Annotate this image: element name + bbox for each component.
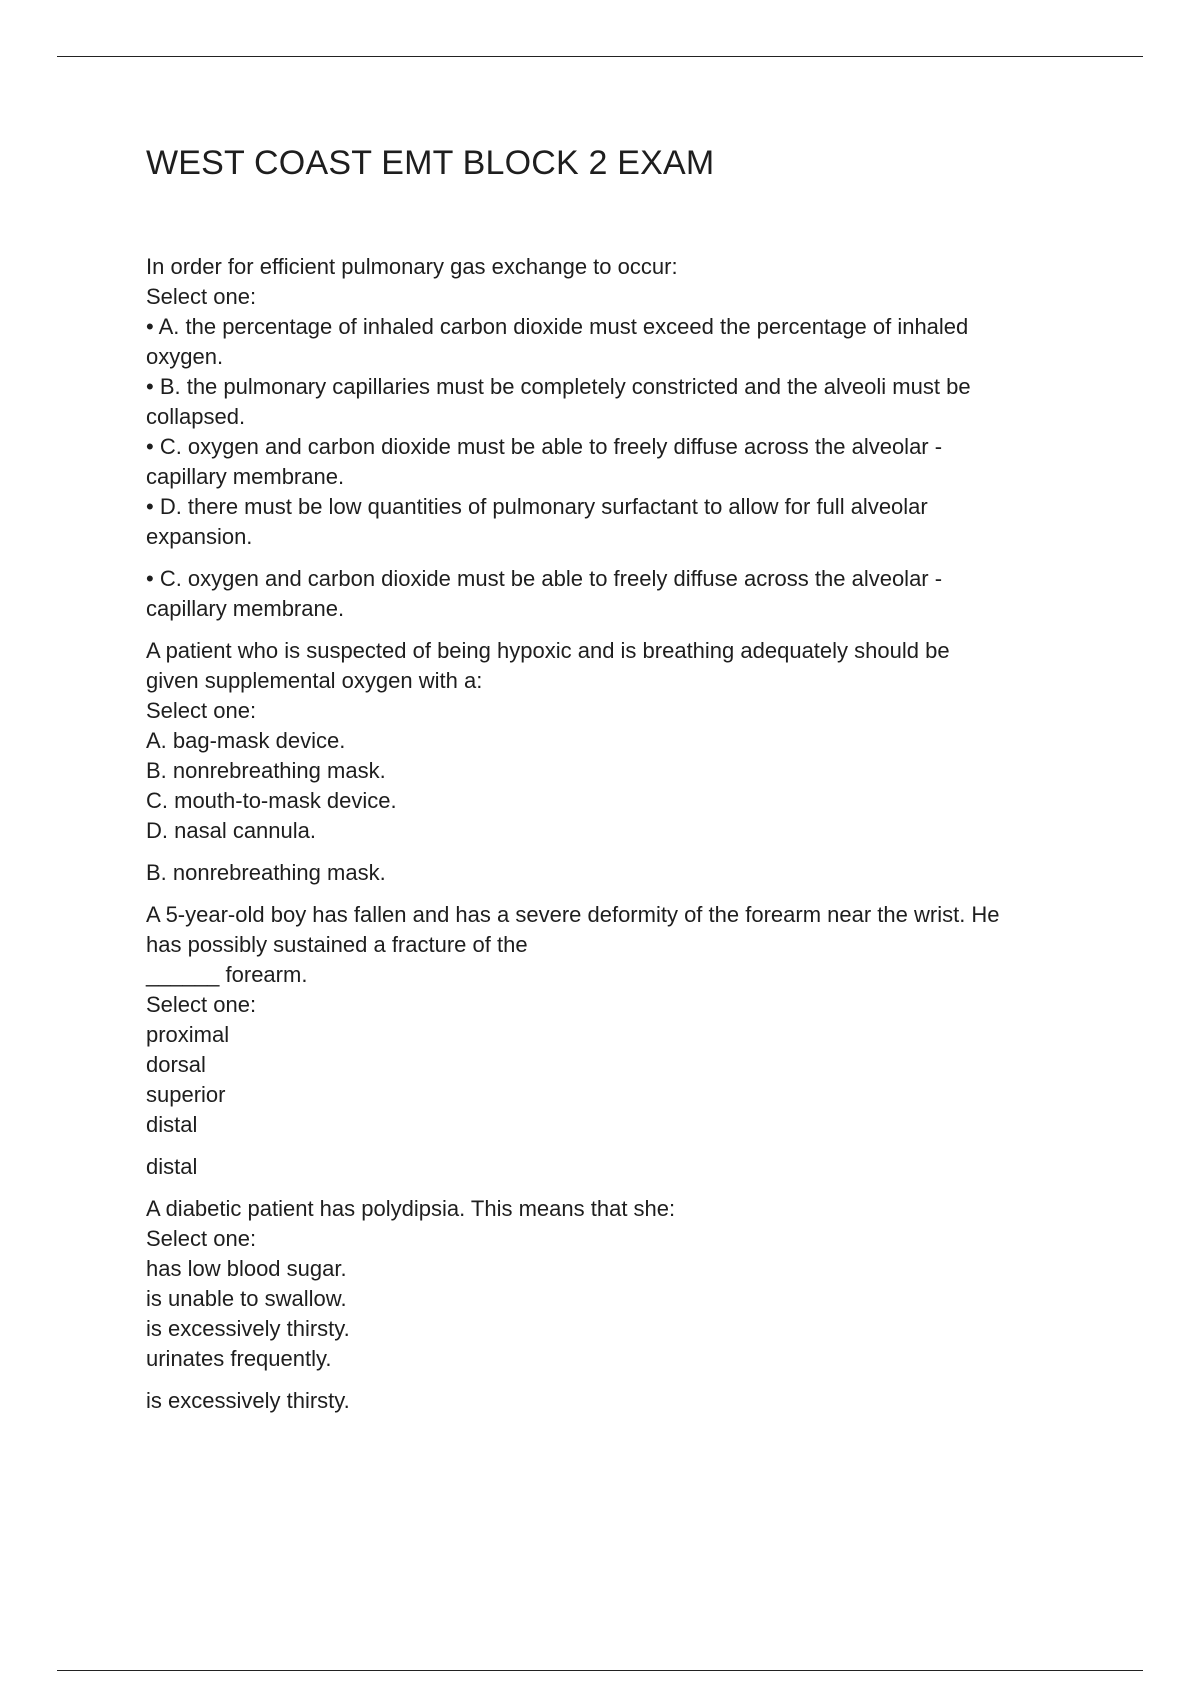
- correct-answer-text: • C. oxygen and carbon dioxide must be able to freely diffuse across the alveolar -: [146, 566, 943, 591]
- select-one-label: Select one:: [146, 284, 257, 309]
- question-block: [146, 900, 1106, 1182]
- correct-answer-text: is excessively thirsty.: [146, 1388, 350, 1413]
- question: [146, 900, 1106, 1140]
- correct-answer: [146, 564, 1106, 624]
- question-prompt: In order for efficient pulmonary gas exchange to occur:: [146, 254, 678, 279]
- answer-option: is unable to swallow.: [146, 1286, 347, 1311]
- select-one-label: Select one:: [146, 698, 257, 723]
- question-prompt: has possibly sustained a fracture of the: [146, 932, 528, 957]
- answer-option: is excessively thirsty.: [146, 1316, 350, 1341]
- answer-option: has low blood sugar.: [146, 1256, 347, 1281]
- select-one-label: Select one:: [146, 992, 257, 1017]
- correct-answer: [146, 1152, 1106, 1182]
- question: [146, 636, 1106, 846]
- question-block: [146, 636, 1106, 888]
- document-body: [146, 140, 1106, 1416]
- answer-option: collapsed.: [146, 404, 246, 429]
- answer-option: A. bag-mask device.: [146, 728, 346, 753]
- question-prompt: A patient who is suspected of being hypoxic and is breathing adequately should be: [146, 638, 950, 663]
- question: [146, 1194, 1106, 1374]
- answer-option: urinates frequently.: [146, 1346, 332, 1371]
- correct-answer-text: distal: [146, 1154, 198, 1179]
- answer-option: oxygen.: [146, 344, 224, 369]
- top-rule: [57, 56, 1143, 57]
- answer-option: • A. the percentage of inhaled carbon dioxide must exceed the percentage of inhaled: [146, 314, 969, 339]
- question-list: [146, 252, 1106, 1416]
- answer-option: expansion.: [146, 524, 253, 549]
- answer-option: • B. the pulmonary capillaries must be completely constricted and the alveoli must be: [146, 374, 971, 399]
- answer-option: B. nonrebreathing mask.: [146, 758, 386, 783]
- answer-option: • C. oxygen and carbon dioxide must be able to freely diffuse across the alveolar -: [146, 434, 943, 459]
- question-prompt: A 5-year-old boy has fallen and has a severe deformity of the forearm near the wrist. He: [146, 902, 1000, 927]
- correct-answer: [146, 858, 1106, 888]
- answer-option: dorsal: [146, 1052, 206, 1077]
- question: [146, 252, 1106, 552]
- answer-option: proximal: [146, 1022, 230, 1047]
- answer-option: distal: [146, 1112, 198, 1137]
- correct-answer-text: capillary membrane.: [146, 596, 345, 621]
- question-block: [146, 1194, 1106, 1416]
- document-title: WEST COAST EMT BLOCK 2 EXAM: [146, 144, 715, 182]
- select-one-label: Select one:: [146, 1226, 257, 1251]
- answer-option: capillary membrane.: [146, 464, 345, 489]
- answer-option: C. mouth-to-mask device.: [146, 788, 397, 813]
- bottom-rule: [57, 1670, 1143, 1671]
- question-prompt: A diabetic patient has polydipsia. This means that she:: [146, 1196, 676, 1221]
- question-prompt: ______ forearm.: [146, 962, 308, 987]
- answer-option: • D. there must be low quantities of pulmonary surfactant to allow for full alveolar: [146, 494, 928, 519]
- answer-option: superior: [146, 1082, 226, 1107]
- correct-answer-text: B. nonrebreathing mask.: [146, 860, 386, 885]
- question-block: [146, 252, 1106, 624]
- answer-option: D. nasal cannula.: [146, 818, 316, 843]
- question-prompt: given supplemental oxygen with a:: [146, 668, 483, 693]
- correct-answer: [146, 1386, 1106, 1416]
